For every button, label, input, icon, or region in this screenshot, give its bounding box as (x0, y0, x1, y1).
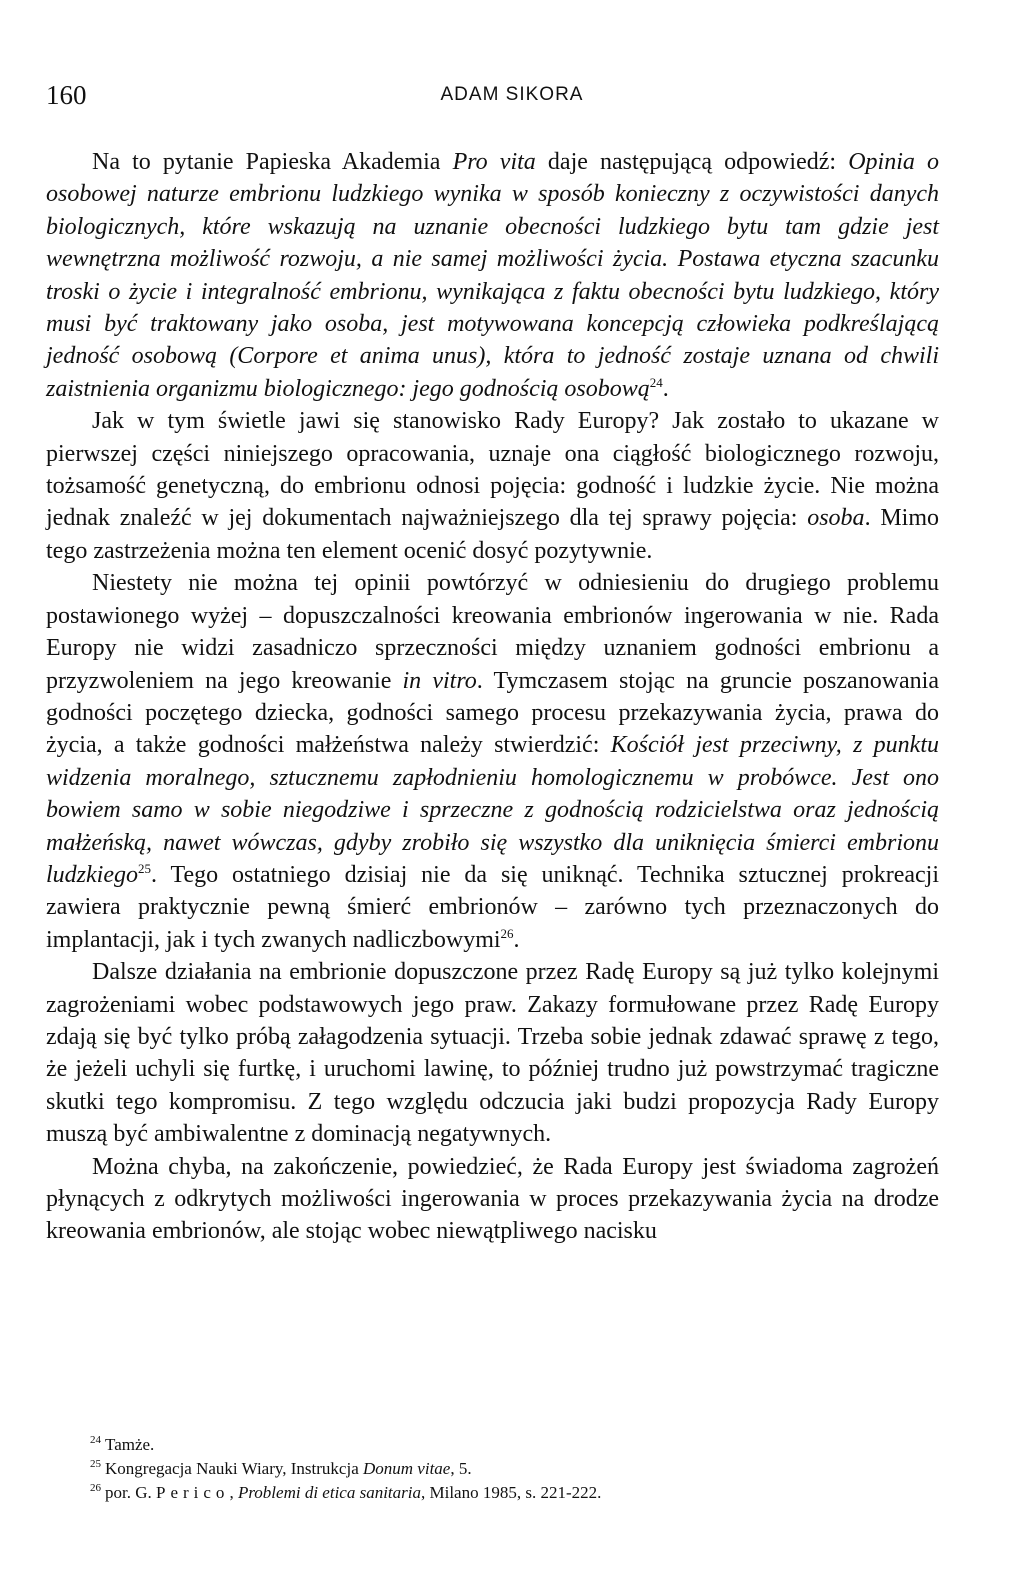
paragraph (46, 567, 939, 956)
text-run: . (662, 375, 669, 402)
paragraph (46, 1151, 939, 1248)
footnotes (90, 1433, 930, 1505)
footnote-reference: 24 (649, 374, 663, 390)
page-number: 160 (46, 80, 87, 110)
text-run: Na to pytanie Papieska Akademia (92, 149, 453, 175)
text-run: Tamże. (105, 1435, 155, 1454)
text-run: por. G. (105, 1483, 156, 1502)
footnote-number: 24 (90, 1434, 101, 1447)
running-head-author: ADAM SIKORA (440, 84, 584, 105)
italic-text: osoba (807, 505, 865, 532)
text-run: Jak w tym świetle jawi się stanowisko Rady Europy? Jak zostało to ukazane w pierwszej części niniejszego opracowania, uznaje ona ciągłość biologicznego rozwoju, tożsamość genetyczną, do embrionu odnosi pojęcia: godność i ludzkie życie. Nie można jednak znaleźć w jej dokumentach najważniejszego dla tej sprawy pojęcia: (46, 408, 939, 532)
paragraph (46, 956, 939, 1150)
text-run: , 5. (450, 1459, 472, 1478)
italic-text: in vitro (402, 667, 477, 694)
text-run: , (229, 1483, 238, 1502)
text-run: daje następującą odpowiedź: (535, 149, 849, 175)
body-text (46, 146, 939, 1248)
text-run: Można chyba, na zakończenie, powiedzieć, że Rada Europy jest świadoma zagrożeń płynących z odkrytych możliwości ingerowania w proces przekazywania życia na drodze kreowania embrionów, ale stojąc wobec niewątpliwego nacisku (46, 1153, 939, 1245)
text-run: Niestety nie można tej opinii powtórzyć w odniesieniu do drugiego problemu postawionego wyżej – dopuszczalności kreowania embrionów ingerowania w nie. Rada Europy nie widzi zasadniczo sprzeczności między uznaniem godności embrionu a przyzwoleniem na jego kreowanie (46, 570, 939, 694)
footnote (90, 1457, 930, 1481)
italic-text: Opinia o osobowej naturze embrionu ludzkiego wynika w sposób konieczny z oczywistości danych biologicznych, które wskazują na uznanie obecności ludzkiego bytu tam gdzie jest wewnętrzna możliwość rozwoju, a nie samej możliwości życia. Postawa etyczna szacunku troski o życie i integralność embrionu, wynikająca z faktu obecności bytu ludzkiego, który musi być traktowany jako osoba, jest motywowana koncepcją człowieka podkreślającą jedność osobową (Corpore et anima unus), która to jedność zostaje uznana od chwili zaistnienia organizmu biologicznego: jego godnością osobową (46, 149, 940, 402)
footnote (90, 1433, 930, 1457)
footnote-number: 25 (90, 1458, 101, 1471)
text-run: . Mimo tego zastrzeżenia można ten element ocenić dosyć pozytywnie. (46, 505, 939, 564)
italic-text: Donum vitae (363, 1459, 451, 1478)
italic-text: Problemi di etica sanitaria (237, 1483, 421, 1502)
paragraph (46, 405, 939, 567)
text-run: Kongregacja Nauki Wiary, Instrukcja (105, 1459, 363, 1478)
text-run: Dalsze działania na embrionie dopuszczone przez Radę Europy są już tylko kolejnymi zagrożeniami wobec podstawowych jego praw. Zakazy formułowane przez Radę Europy zdają się być tylko próbą załagodzenia sytuacji. Trzeba sobie jednak zdawać sprawę z tego, że jeżeli uchyli się furtkę, i uruchomi lawinę, to później trudno już powstrzymać tragiczne skutki tego kompromisu. Z tego względu odczucia jaki budzi propozycja Rady Europy muszą być ambiwalentne z dominacją negatywnych. (46, 959, 939, 1148)
text-run: . Tego ostatniego dzisiaj nie da się uniknąć. Technika sztucznej prokreacji zawiera praktycznie pewną śmierć embrionów – zarówno tych przeznaczonych do implantacji, jak i tych zwanych nadliczbowymi (46, 861, 939, 953)
footnote-reference: 25 (137, 860, 151, 876)
running-head (46, 80, 978, 114)
footnote (90, 1481, 930, 1505)
italic-text: Kościół jest przeciwny, z punktu widzenia moralnego, sztucznemu zapłodnieniu homologicznemu w probówce. Jest ono bowiem samo w sobie niegodziwe i sprzeczne z godnością rodzicielstwa oraz jednością małżeńską, nawet wówczas, gdyby zrobiło się wszystko dla uniknięcia śmierci embrionu ludzkiego (46, 732, 939, 888)
footnote-number: 26 (90, 1482, 101, 1495)
text-run: . (513, 926, 520, 953)
paragraph (46, 146, 939, 405)
text-run: . Tymczasem stojąc na gruncie poszanowania godności poczętego dziecka, godności samego procesu przekazywania życia, prawa do życia, a także godności małżeństwa należy stwierdzić: (46, 667, 939, 759)
italic-text: Pro vita (452, 149, 536, 175)
spaced-text: Perico (156, 1483, 230, 1502)
footnote-reference: 26 (500, 925, 514, 941)
text-run: , Milano 1985, s. 221-222. (421, 1483, 602, 1502)
